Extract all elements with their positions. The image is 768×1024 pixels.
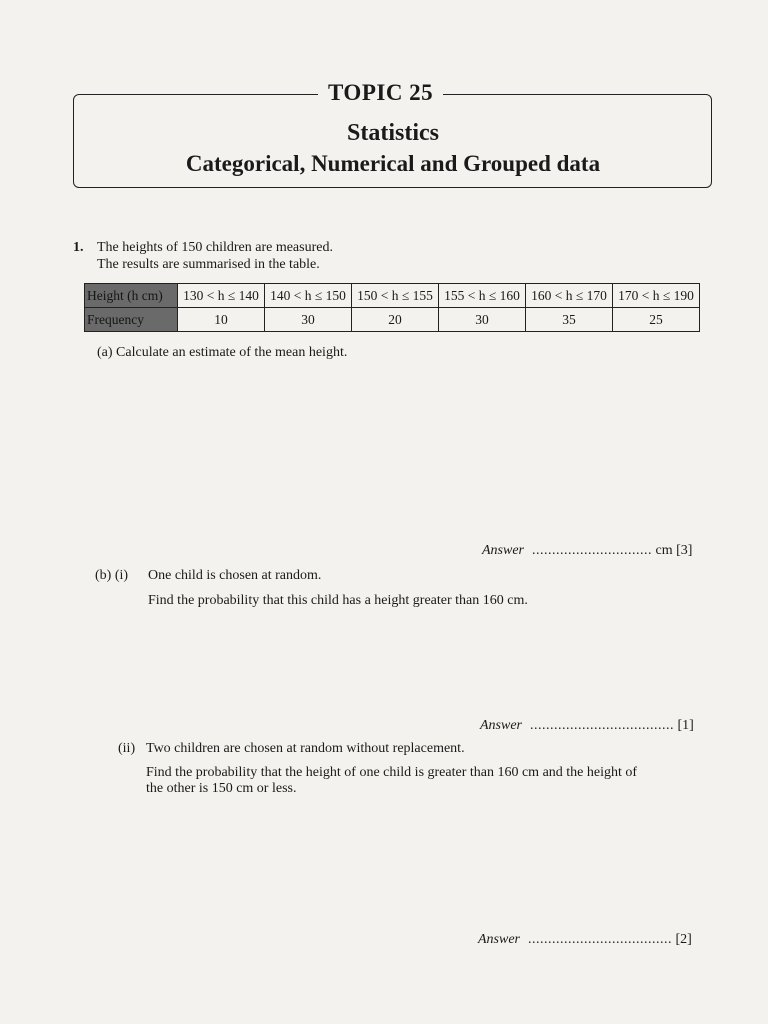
page-title: Statistics xyxy=(347,120,439,146)
answer-marks: cm [3] xyxy=(655,543,693,558)
topic-heading: TOPIC 25 xyxy=(318,80,443,106)
table-cell: 130 < h ≤ 140 xyxy=(178,284,265,308)
part-b-ii-text2: Find the probability that the height of one child is greater than 160 cm and the height of xyxy=(146,765,638,780)
answer-dots: .................................... xyxy=(530,718,674,733)
part-b-i-answer-line[interactable] xyxy=(480,718,694,734)
table-row-height xyxy=(85,284,700,308)
table-row-label: Frequency xyxy=(85,308,178,332)
answer-label: Answer xyxy=(480,718,522,733)
table-cell: 35 xyxy=(526,308,613,332)
table-cell: 20 xyxy=(352,308,439,332)
part-b-ii-text1: Two children are chosen at random without replacement. xyxy=(146,741,465,756)
question-number: 1. xyxy=(73,240,84,255)
part-b-ii-label: (ii) xyxy=(118,741,136,756)
part-a-text: (a) Calculate an estimate of the mean height. xyxy=(97,345,348,360)
question-intro-line2: The results are summarised in the table. xyxy=(97,257,320,272)
table-row-label: Height (h cm) xyxy=(85,284,178,308)
answer-dots: .................................... xyxy=(528,932,672,947)
part-b-i-label: (b) (i) xyxy=(95,568,129,583)
table-row-frequency xyxy=(85,308,700,332)
question-intro-line1: The heights of 150 children are measured. xyxy=(97,240,333,255)
part-b-i-text1: One child is chosen at random. xyxy=(148,568,322,583)
frequency-table xyxy=(84,283,700,332)
part-b-ii-text3: the other is 150 cm or less. xyxy=(146,781,297,796)
part-b-ii-answer-line[interactable] xyxy=(478,932,692,948)
table-cell: 150 < h ≤ 155 xyxy=(352,284,439,308)
answer-marks: [1] xyxy=(677,718,694,733)
table-cell: 140 < h ≤ 150 xyxy=(265,284,352,308)
table-cell: 160 < h ≤ 170 xyxy=(526,284,613,308)
page-subtitle: Categorical, Numerical and Grouped data xyxy=(185,151,601,176)
answer-label: Answer xyxy=(478,932,520,947)
table-cell: 30 xyxy=(439,308,526,332)
answer-marks: [2] xyxy=(675,932,692,947)
table-cell: 10 xyxy=(178,308,265,332)
answer-label: Answer xyxy=(482,543,524,558)
answer-dots: .............................. xyxy=(532,543,652,558)
table-cell: 170 < h ≤ 190 xyxy=(613,284,700,308)
table-cell: 30 xyxy=(265,308,352,332)
part-b-i-text2: Find the probability that this child has a height greater than 160 cm. xyxy=(148,593,528,608)
table-cell: 25 xyxy=(613,308,700,332)
table-cell: 155 < h ≤ 160 xyxy=(439,284,526,308)
part-a-answer-line[interactable] xyxy=(482,543,692,559)
